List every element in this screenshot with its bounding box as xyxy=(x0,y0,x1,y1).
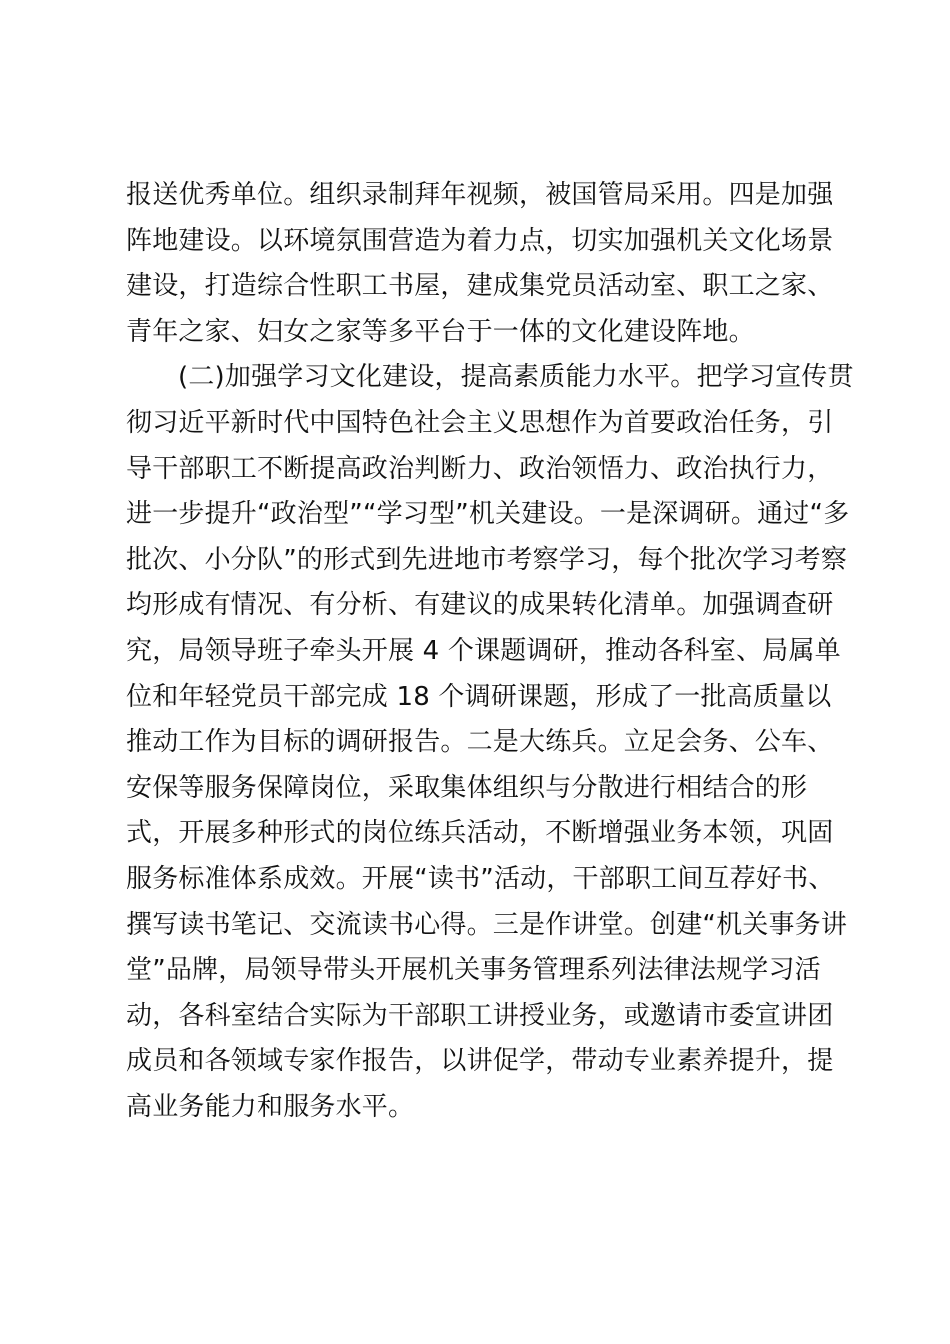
text-line: 彻习近平新时代中国特色社会主义思想作为首要政治任务，引 xyxy=(126,407,834,438)
text-line: 推动工作为目标的调研报告。二是大练兵。立足会务、公车、 xyxy=(126,727,834,758)
text-line: 均形成有情况、有分析、有建议的成果转化清单。加强调查研 xyxy=(126,590,834,621)
text-line: 成员和各领域专家作报告，以讲促学，带动专业素养提升，提 xyxy=(126,1046,834,1077)
text-line: 式，开展多种形式的岗位练兵活动，不断增强业务本领，巩固 xyxy=(126,818,834,849)
text-line: 青年之家、妇女之家等多平台于一体的文化建设阵地。 xyxy=(126,316,755,347)
text-line: 批次、小分队”的形式到先进地市考察学习，每个批次学习考察 xyxy=(126,544,848,575)
text-line: 阵地建设。以环境氛围营造为着力点，切实加强机关文化场景 xyxy=(126,225,834,256)
text-line: 安保等服务保障岗位，采取集体组织与分散进行相结合的形 xyxy=(126,772,808,803)
text-line: 高业务能力和服务水平。 xyxy=(126,1091,415,1122)
text-line: 进一步提升“政治型”“学习型”机关建设。一是深调研。通过“多 xyxy=(126,499,850,530)
text-line: 报送优秀单位。组织录制拜年视频，被国管局采用。四是加强 xyxy=(126,180,834,210)
text-line: 堂”品牌，局领导带头开展机关事务管理系列法律法规学习活 xyxy=(126,955,821,986)
text-line: 位和年轻党员干部完成 18 个调研课题，形成了一批高质量以 xyxy=(126,681,832,712)
section-heading-line: (二)加强学习文化建设，提高素质能力水平。把学习宣传贯 xyxy=(178,362,854,393)
text-line: 撰写读书笔记、交流读书心得。三是作讲堂。创建“机关事务讲 xyxy=(126,909,848,940)
text-line: 导干部职工不断提高政治判断力、政治领悟力、政治执行力， xyxy=(126,453,834,484)
text-line: 究，局领导班子牵头开展 4 个课题调研，推动各科室、局属单 xyxy=(126,635,841,666)
document-body xyxy=(126,173,854,1130)
text-line: 服务标准体系成效。开展“读书”活动，干部职工间互荐好书、 xyxy=(126,863,835,894)
text-line: 建设，打造综合性职工书屋，建成集党员活动室、职工之家、 xyxy=(126,271,834,302)
text-line: 动，各科室结合实际为干部职工讲授业务，或邀请市委宣讲团 xyxy=(126,1000,834,1031)
